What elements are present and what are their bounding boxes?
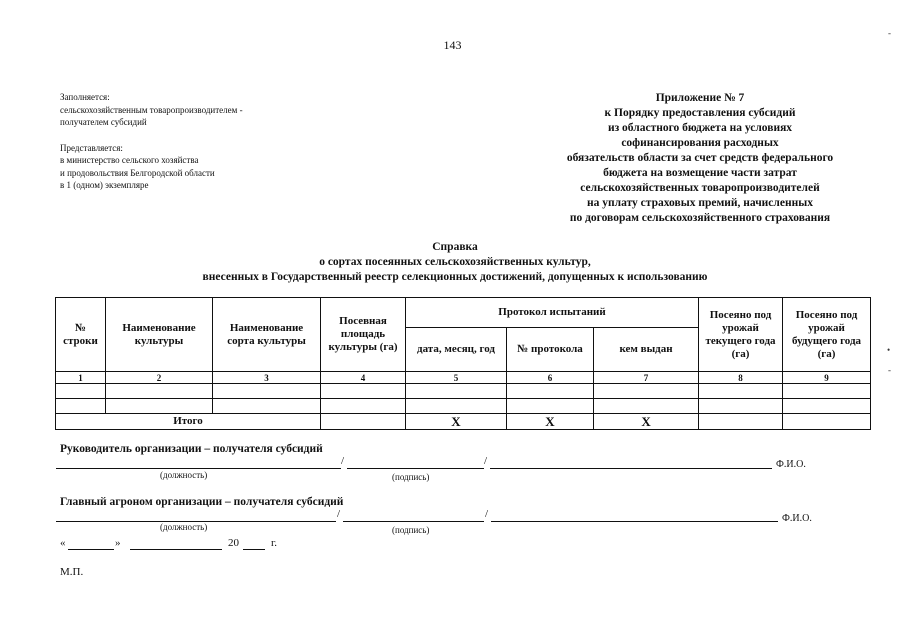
header-date: дата, месяц, год xyxy=(406,328,507,372)
agronomist-signature-title: Главный агроном организации – получателя субсидий xyxy=(60,496,344,508)
head-fio-label: Ф.И.О. xyxy=(776,459,806,470)
column-number: 1 xyxy=(56,372,106,384)
edge-mark: - xyxy=(888,365,891,375)
appendix-line: сельскохозяйственных товаропроизводителей xyxy=(580,182,820,194)
copies-line: в 1 (одном) экземпляре xyxy=(60,180,149,190)
appendix-line: обязательств области за счет средств федерального xyxy=(566,152,834,164)
total-next-cell[interactable] xyxy=(783,414,871,430)
table-row xyxy=(56,399,871,414)
table-cell[interactable] xyxy=(321,384,406,399)
head-signature-title: Руководитель организации – получателя субсидий xyxy=(60,443,323,455)
filled-by-line: сельскохозяйственным товаропроизводителем - xyxy=(60,104,243,115)
date-month-line[interactable] xyxy=(130,549,222,550)
submission-info xyxy=(60,91,320,192)
date-year-line[interactable] xyxy=(243,549,265,550)
appendix-line: по договорам сельскохозяйственного страхования xyxy=(569,212,831,224)
total-x-mark: X xyxy=(507,414,594,430)
agronomist-signature-line[interactable] xyxy=(343,521,484,522)
column-number: 8 xyxy=(699,372,783,384)
page-number: 143 xyxy=(443,38,462,52)
table-cell[interactable] xyxy=(699,399,783,414)
header-variety: Наименование сорта культуры xyxy=(213,298,321,372)
submitted-to-line: в министерство сельского хозяйства xyxy=(60,155,199,165)
column-number: 6 xyxy=(507,372,594,384)
edge-mark: - xyxy=(888,28,891,38)
header-protocol: Протокол испытаний xyxy=(406,298,699,328)
header-issued-by: кем выдан xyxy=(594,328,699,372)
head-position-label: (должность) xyxy=(160,470,208,480)
header-row-number: № строки xyxy=(56,298,106,372)
appendix-title: Приложение № 7 xyxy=(655,92,745,104)
table-cell[interactable] xyxy=(507,384,594,399)
header-next-year: Посеяно под урожай будущего года (га) xyxy=(783,298,871,372)
total-x-mark: X xyxy=(594,414,699,430)
table-cell[interactable] xyxy=(594,399,699,414)
date-day-line[interactable] xyxy=(68,549,114,550)
document-title xyxy=(60,240,850,285)
separator-slash: / xyxy=(485,508,489,520)
agronomist-signature-label: (подпись) xyxy=(392,525,430,535)
edge-mark: • xyxy=(887,345,891,355)
appendix-line: из областного бюджета на условиях xyxy=(607,122,793,134)
total-area-cell[interactable] xyxy=(321,414,406,430)
date-year-suffix: г. xyxy=(271,537,278,549)
head-position-line[interactable] xyxy=(56,468,341,469)
appendix-line: софинансирования расходных xyxy=(621,137,779,149)
agronomist-fio-label: Ф.И.О. xyxy=(782,513,812,524)
appendix-line: бюджета на возмещение части затрат xyxy=(603,167,797,179)
total-x-mark: X xyxy=(406,414,507,430)
submitted-to-label: Представляется: xyxy=(60,142,123,153)
column-number: 9 xyxy=(783,372,871,384)
filled-by-label: Заполняется: xyxy=(60,92,110,102)
submitted-to-line: и продовольствия Белгородской области xyxy=(60,167,215,178)
date-year-prefix: 20 xyxy=(228,537,239,549)
agronomist-fio-line[interactable] xyxy=(491,521,778,522)
total-row xyxy=(56,414,871,430)
table-cell[interactable] xyxy=(507,399,594,414)
appendix-line: на уплату страховых премий, начисленных xyxy=(587,197,813,209)
stamp-label: М.П. xyxy=(60,566,84,578)
total-current-cell[interactable] xyxy=(699,414,783,430)
title-main: Справка xyxy=(432,241,478,253)
table-cell[interactable] xyxy=(406,399,507,414)
column-number: 7 xyxy=(594,372,699,384)
table-cell[interactable] xyxy=(321,399,406,414)
header-current-year: Посеяно под урожай текущего года (га) xyxy=(699,298,783,372)
agronomist-position-label: (должность) xyxy=(160,522,208,532)
column-number: 2 xyxy=(106,372,213,384)
table-cell[interactable] xyxy=(783,399,871,414)
total-label: Итого xyxy=(56,414,321,430)
table-cell[interactable] xyxy=(406,384,507,399)
separator-slash: / xyxy=(484,455,488,467)
table-cell[interactable] xyxy=(106,399,213,414)
table-cell[interactable] xyxy=(106,384,213,399)
title-subtitle: внесенных в Государственный реестр селекционных достижений, допущенных к использованию xyxy=(202,271,708,283)
table-row xyxy=(56,384,871,399)
header-protocol-number: № протокола xyxy=(507,328,594,372)
filled-by-line: получателем субсидий xyxy=(60,117,147,127)
separator-slash: / xyxy=(341,455,345,467)
date-open-quote: « xyxy=(60,537,66,549)
column-numbers-row xyxy=(56,372,871,384)
varieties-table xyxy=(55,297,871,430)
column-number: 4 xyxy=(321,372,406,384)
head-fio-line[interactable] xyxy=(490,468,772,469)
appendix-header xyxy=(540,91,860,226)
header-area: Посевная площадь культуры (га) xyxy=(321,298,406,372)
date-close-quote: » xyxy=(115,537,121,549)
title-subtitle: о сортах посеянных сельскохозяйственных культур, xyxy=(319,256,591,268)
header-crop: Наименование культуры xyxy=(106,298,213,372)
column-number: 5 xyxy=(406,372,507,384)
table-cell[interactable] xyxy=(213,384,321,399)
table-cell[interactable] xyxy=(56,384,106,399)
table-cell[interactable] xyxy=(699,384,783,399)
head-signature-line[interactable] xyxy=(347,468,484,469)
column-number: 3 xyxy=(213,372,321,384)
appendix-line: к Порядку предоставления субсидий xyxy=(604,107,796,119)
separator-slash: / xyxy=(337,508,341,520)
table-cell[interactable] xyxy=(56,399,106,414)
table-cell[interactable] xyxy=(594,384,699,399)
table-cell[interactable] xyxy=(213,399,321,414)
table-cell[interactable] xyxy=(783,384,871,399)
head-signature-label: (подпись) xyxy=(392,472,430,482)
